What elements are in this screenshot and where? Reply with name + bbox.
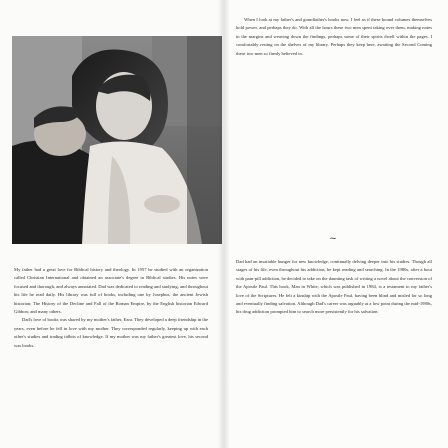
paragraph: My father had a great love for Biblical history and theology. In 1957 he studied with an organization called Christian International and obtained an associate's degree in Biblical studies. His notes were focused and thorough, and always annotated. Dad was dedicated to reading and studying, and throughout his life he read daily. His library was full of books, including one by Josephus, the ancient Jewish historian; The History of the Decline and Fall of the Roman Empire, by the English historian Edward Gibbon; and many others. <box>14 267 208 315</box>
paragraph: Dad had an insatiable hunger for new knowledge, continually delving deeper into his studies. Though all stages of his life, even throughout his addiction, he kept reading and searching. In the 1980s, after a bout with pain-pill addiction, he decided to take on the daunting task of writing a novel about the conversion of the Apostle Paul. This book, Man in White, which was published in 1984, is a testament to my father's love of the Scriptures. He felt a kinship with the Apostle Paul, having been blind and misled for so long and eventually finding salvation. Although Dad's career was arguably at a low point during the mid-1980s, his drug addiction prompted him to search more persistently for his salvation. <box>236 259 432 315</box>
right-body-text-bottom <box>236 258 432 317</box>
paragraph: When I look at my father's and grandfather's books now, I feel as if these bound volumes themselves hold power, and perhaps they do. With all the hours these two men spent taking over them, making notes in the margins and weaving down the findings, perhaps some of their spirits dwell within the pages. I comfortably resting on the shelves of my library. Perhaps they keep here, awaiting the Second Coming these two men so firmly believed in. <box>236 17 432 56</box>
right-page <box>224 0 448 448</box>
photograph <box>12 36 222 244</box>
page-gutter <box>218 0 230 448</box>
section-ornament: ~ <box>329 234 337 244</box>
right-body-text-top <box>236 16 432 58</box>
left-body-text <box>14 266 208 350</box>
paragraph: Dad's love of books was shared by my mother's father, Ezra. They developed a deep friendship in the years, even before he fell in love with my mother. They corresponded regularly, keeping up with each other's studies and trading tidbits of knowledge. If my mother was my father's greatest love, his second was books. <box>14 317 208 348</box>
